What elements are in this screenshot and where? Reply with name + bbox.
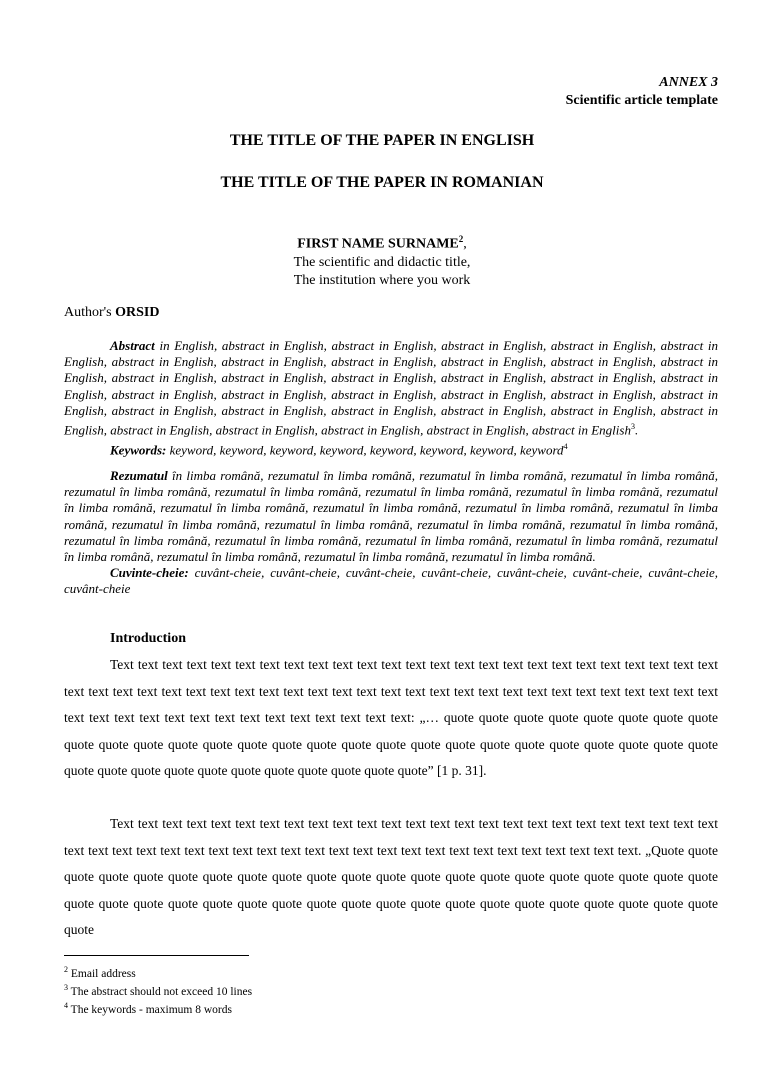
annex-label: ANNEX 3 <box>659 75 718 90</box>
keywords-colon: : <box>162 441 170 457</box>
introduction-paragraph-1-text: Text text text text text text text text text text text text text text text text text text text text text text text text text text text text text text text text text text text text text text text text text text text text text text text text text text text text text text text text text text text text text text text text text text: „… quote quote quote quote quote quote quote quote quote quote quote quote quote quote quote quote quote quote quote quote quote quote quote quote quote quote quote quote quote quote quote quote quote quote quote quote quote quote” [1 p. 31]. <box>64 657 718 778</box>
author-title: The scientific and didactic title, <box>293 254 471 270</box>
abstract-label: Abstract <box>110 338 155 353</box>
rezumat-label: Rezumatul <box>110 468 168 483</box>
cuvinte-cheie-line <box>64 565 718 597</box>
rezumat-text: în limba română, rezumatul în limba română, rezumatul în limba română, rezumatul în limba română, rezumatul în limba română, rezumatul în limba română, rezumatul în limba română, rezumatul în limba română, rezumatul în limba română, rezumatul în limba română, rezumatul în limba română, rezumatul în limba română, rezumatul în limba română, rezumatul în limba română, rezumatul în limba română, rezumatul în limba română, rezumatul în limba română, rezumatul în limba română, rezumatul în limba română, rezumatul în limba română, rezumatul în limba română, rezumatul în limba română, rezumatul în limba română, rezumatul în limba română, rezumatul în limba română. <box>64 468 718 565</box>
title-romanian: THE TITLE OF THE PAPER IN ROMANIAN <box>220 174 544 191</box>
orcid-prefix: Author's <box>64 305 116 320</box>
cuvinte-cheie-label: Cuvinte-cheie: <box>110 565 189 581</box>
author-name: FIRST NAME SURNAME <box>297 236 459 252</box>
author-institution: The institution where you work <box>293 272 471 288</box>
author-name-line <box>0 230 764 254</box>
footnote-ref-2: 2 <box>458 234 464 244</box>
keywords-line <box>64 439 718 459</box>
abstract-end: . <box>634 422 639 438</box>
annex-subtitle: Scientific article template <box>565 93 718 108</box>
author-name-suffix: , <box>463 236 467 252</box>
annex-header <box>566 74 718 110</box>
footnote-3 <box>64 981 252 999</box>
cuvinte-cheie-text: cuvânt-cheie, cuvânt-cheie, cuvânt-cheie, cuvânt-cheie, cuvânt-cheie, cuvânt-cheie, cuvânt-cheie, cuvânt-cheie <box>64 565 718 597</box>
introduction-paragraph-2-text: Text text text text text text text text text text text text text text text text text text text text text text text text text text text text text text text text text text text text text text text text text text text text text text text text text. „Quote quote quote quote quote quote quote quote quote quote quote quote quote quote quote quote quote quote quote quote quote quote quote quote quote quote quote quote quote quote quote quote quote quote quote quote quote quote quote quote quote <box>64 816 718 937</box>
footnote-text: Email address <box>68 967 136 980</box>
introduction-paragraph-1 <box>64 652 718 785</box>
title-english: THE TITLE OF THE PAPER IN ENGLISH <box>229 132 535 149</box>
footnote-text: The keywords - maximum 8 words <box>68 1003 232 1016</box>
footnote-ref-3: 3 <box>630 422 635 432</box>
keywords-label: Keywords <box>110 441 162 457</box>
footnote-number: 3 <box>64 982 68 992</box>
author-block <box>0 230 764 290</box>
author-orcid <box>64 304 160 322</box>
footnote-2 <box>64 963 252 981</box>
footnote-number: 4 <box>64 1000 68 1010</box>
footnote-separator <box>64 955 249 956</box>
keywords-text: keyword, keyword, keyword, keyword, keyword, keyword, keyword, keyword <box>169 441 564 457</box>
abstract-block <box>64 338 718 458</box>
abstract-text: in English, abstract in English, abstract in English, abstract in English, abstract in English, abstract in English, abstract in English, abstract in English, abstract in English, abstract in English, abstract in English, abstract in English, abstract in English, abstract in English, abstract in English, abstract in English, abstract in English, abstract in English, abstract in English, abstract in English, abstract in English, abstract in English, abstract in English, abstract in English, abstract in English, abstract in English, abstract in English, abstract in English, abstract in English, abstract in English, abstract in English, abstract in English, abstract in English, abstract in English, abstract in English <box>64 338 718 438</box>
footnote-4 <box>64 999 252 1017</box>
abstract-paragraph <box>64 338 718 439</box>
footnotes <box>64 963 252 1016</box>
rezumat-paragraph <box>64 468 718 565</box>
orcid-label: ORSID <box>115 305 160 320</box>
footnote-number: 2 <box>64 965 68 974</box>
footnote-text: The abstract should not exceed 10 lines <box>68 985 253 998</box>
introduction-heading: Introduction <box>110 631 186 646</box>
rezumat-block <box>64 468 718 598</box>
introduction-paragraph-2 <box>64 811 718 944</box>
footnote-ref-4: 4 <box>563 441 568 451</box>
